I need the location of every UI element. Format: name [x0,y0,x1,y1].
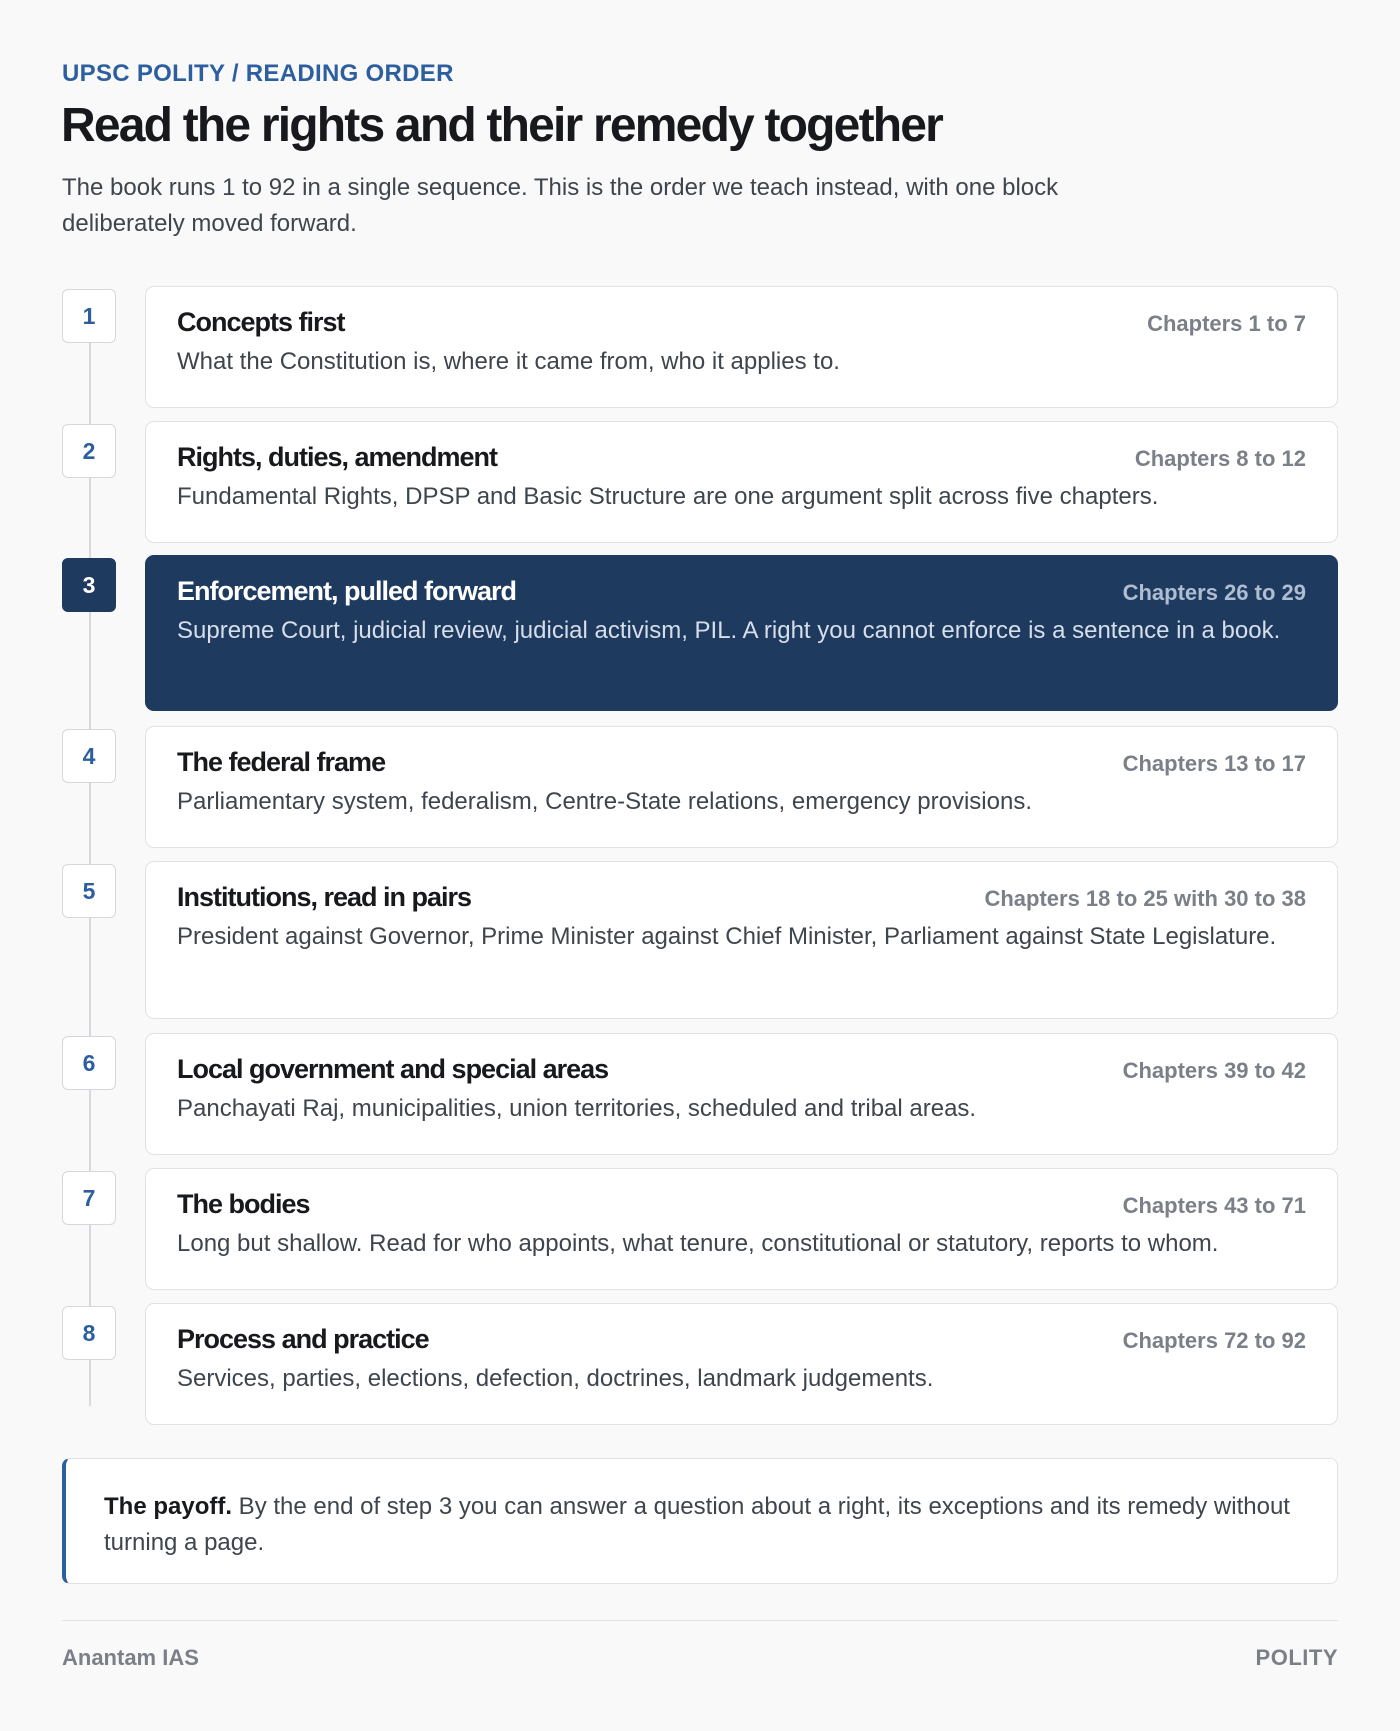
step-chapter-range: Chapters 18 to 25 with 30 to 38 [984,886,1306,911]
step-description: Supreme Court, judicial review, judicial activism, PIL. A right you cannot enforce is a sentence in a book. [177,617,1281,644]
step-description: What the Constitution is, where it came from, who it applies to. [177,348,840,375]
step-description: Panchayati Raj, municipalities, union territories, scheduled and tribal areas. [177,1095,977,1122]
step-chapter-range: Chapters 8 to 12 [1134,446,1306,471]
step-title: Concepts first [177,307,345,337]
step-title: Enforcement, pulled forward [177,576,517,606]
step-card-header [177,882,1306,913]
step-card-1 [145,286,1338,408]
step-number-badge: 4 [62,729,116,783]
step-chapter-range: Chapters 26 to 29 [1122,580,1306,605]
page-title: Read the rights and their remedy together [61,99,943,152]
step-chapter-range: Chapters 39 to 42 [1122,1058,1306,1083]
step-number-badge: 8 [62,1306,116,1360]
step-card-4 [145,726,1338,848]
step-card-5 [145,861,1338,1019]
eyebrow-breadcrumb: UPSC POLITY / READING ORDER [62,60,454,87]
step-card-header [177,1324,1306,1355]
step-number-badge: 7 [62,1171,116,1225]
step-description: Services, parties, elections, defection, doctrines, landmark judgements. [177,1365,934,1392]
step-description: Fundamental Rights, DPSP and Basic Structure are one argument split across five chapters. [177,483,1159,510]
step-title: Rights, duties, amendment [177,442,498,472]
step-card-header [177,1189,1306,1220]
step-card-3 [145,555,1338,711]
footer-section-label: POLITY [1255,1645,1338,1670]
step-number-badge: 1 [62,289,116,343]
step-card-header [177,576,1306,607]
step-card-header [177,747,1306,778]
step-description: President against Governor, Prime Minister against Chief Minister, Parliament against State Legislature. [177,923,1277,950]
step-number-badge: 5 [62,864,116,918]
step-card-header [177,442,1306,473]
reading-order-timeline [62,286,1338,1420]
step-description: Long but shallow. Read for who appoints, what tenure, constitutional or statutory, reports to whom. [177,1230,1219,1257]
footer-divider [62,1620,1338,1621]
step-chapter-range: Chapters 13 to 17 [1122,751,1306,776]
step-description: Parliamentary system, federalism, Centre-State relations, emergency provisions. [177,788,1032,815]
step-card-header [177,307,1306,338]
step-chapter-range: Chapters 1 to 7 [1147,311,1306,336]
step-chapter-range: Chapters 72 to 92 [1122,1328,1306,1353]
step-number-badge: 6 [62,1036,116,1090]
step-number-badge: 3 [62,558,116,612]
payoff-callout [62,1458,1338,1584]
payoff-text: By the end of step 3 you can answer a question about a right, its exceptions and its remedy without turning a page. [104,1493,1290,1556]
step-title: Local government and special areas [177,1054,609,1084]
step-title: The federal frame [177,747,386,777]
step-title: The bodies [177,1189,310,1219]
step-card-header [177,1054,1306,1085]
step-number-badge: 2 [62,424,116,478]
step-card-8 [145,1303,1338,1425]
step-card-2 [145,421,1338,543]
payoff-lead: The payoff. [104,1493,233,1520]
step-chapter-range: Chapters 43 to 71 [1122,1193,1306,1218]
step-title: Institutions, read in pairs [177,882,472,912]
step-card-6 [145,1033,1338,1155]
intro-text: The book runs 1 to 92 in a single sequence. This is the order we teach instead, with one block deliberately moved forward. [62,174,1059,237]
step-card-7 [145,1168,1338,1290]
step-title: Process and practice [177,1324,429,1354]
footer-brand: Anantam IAS [62,1645,199,1670]
